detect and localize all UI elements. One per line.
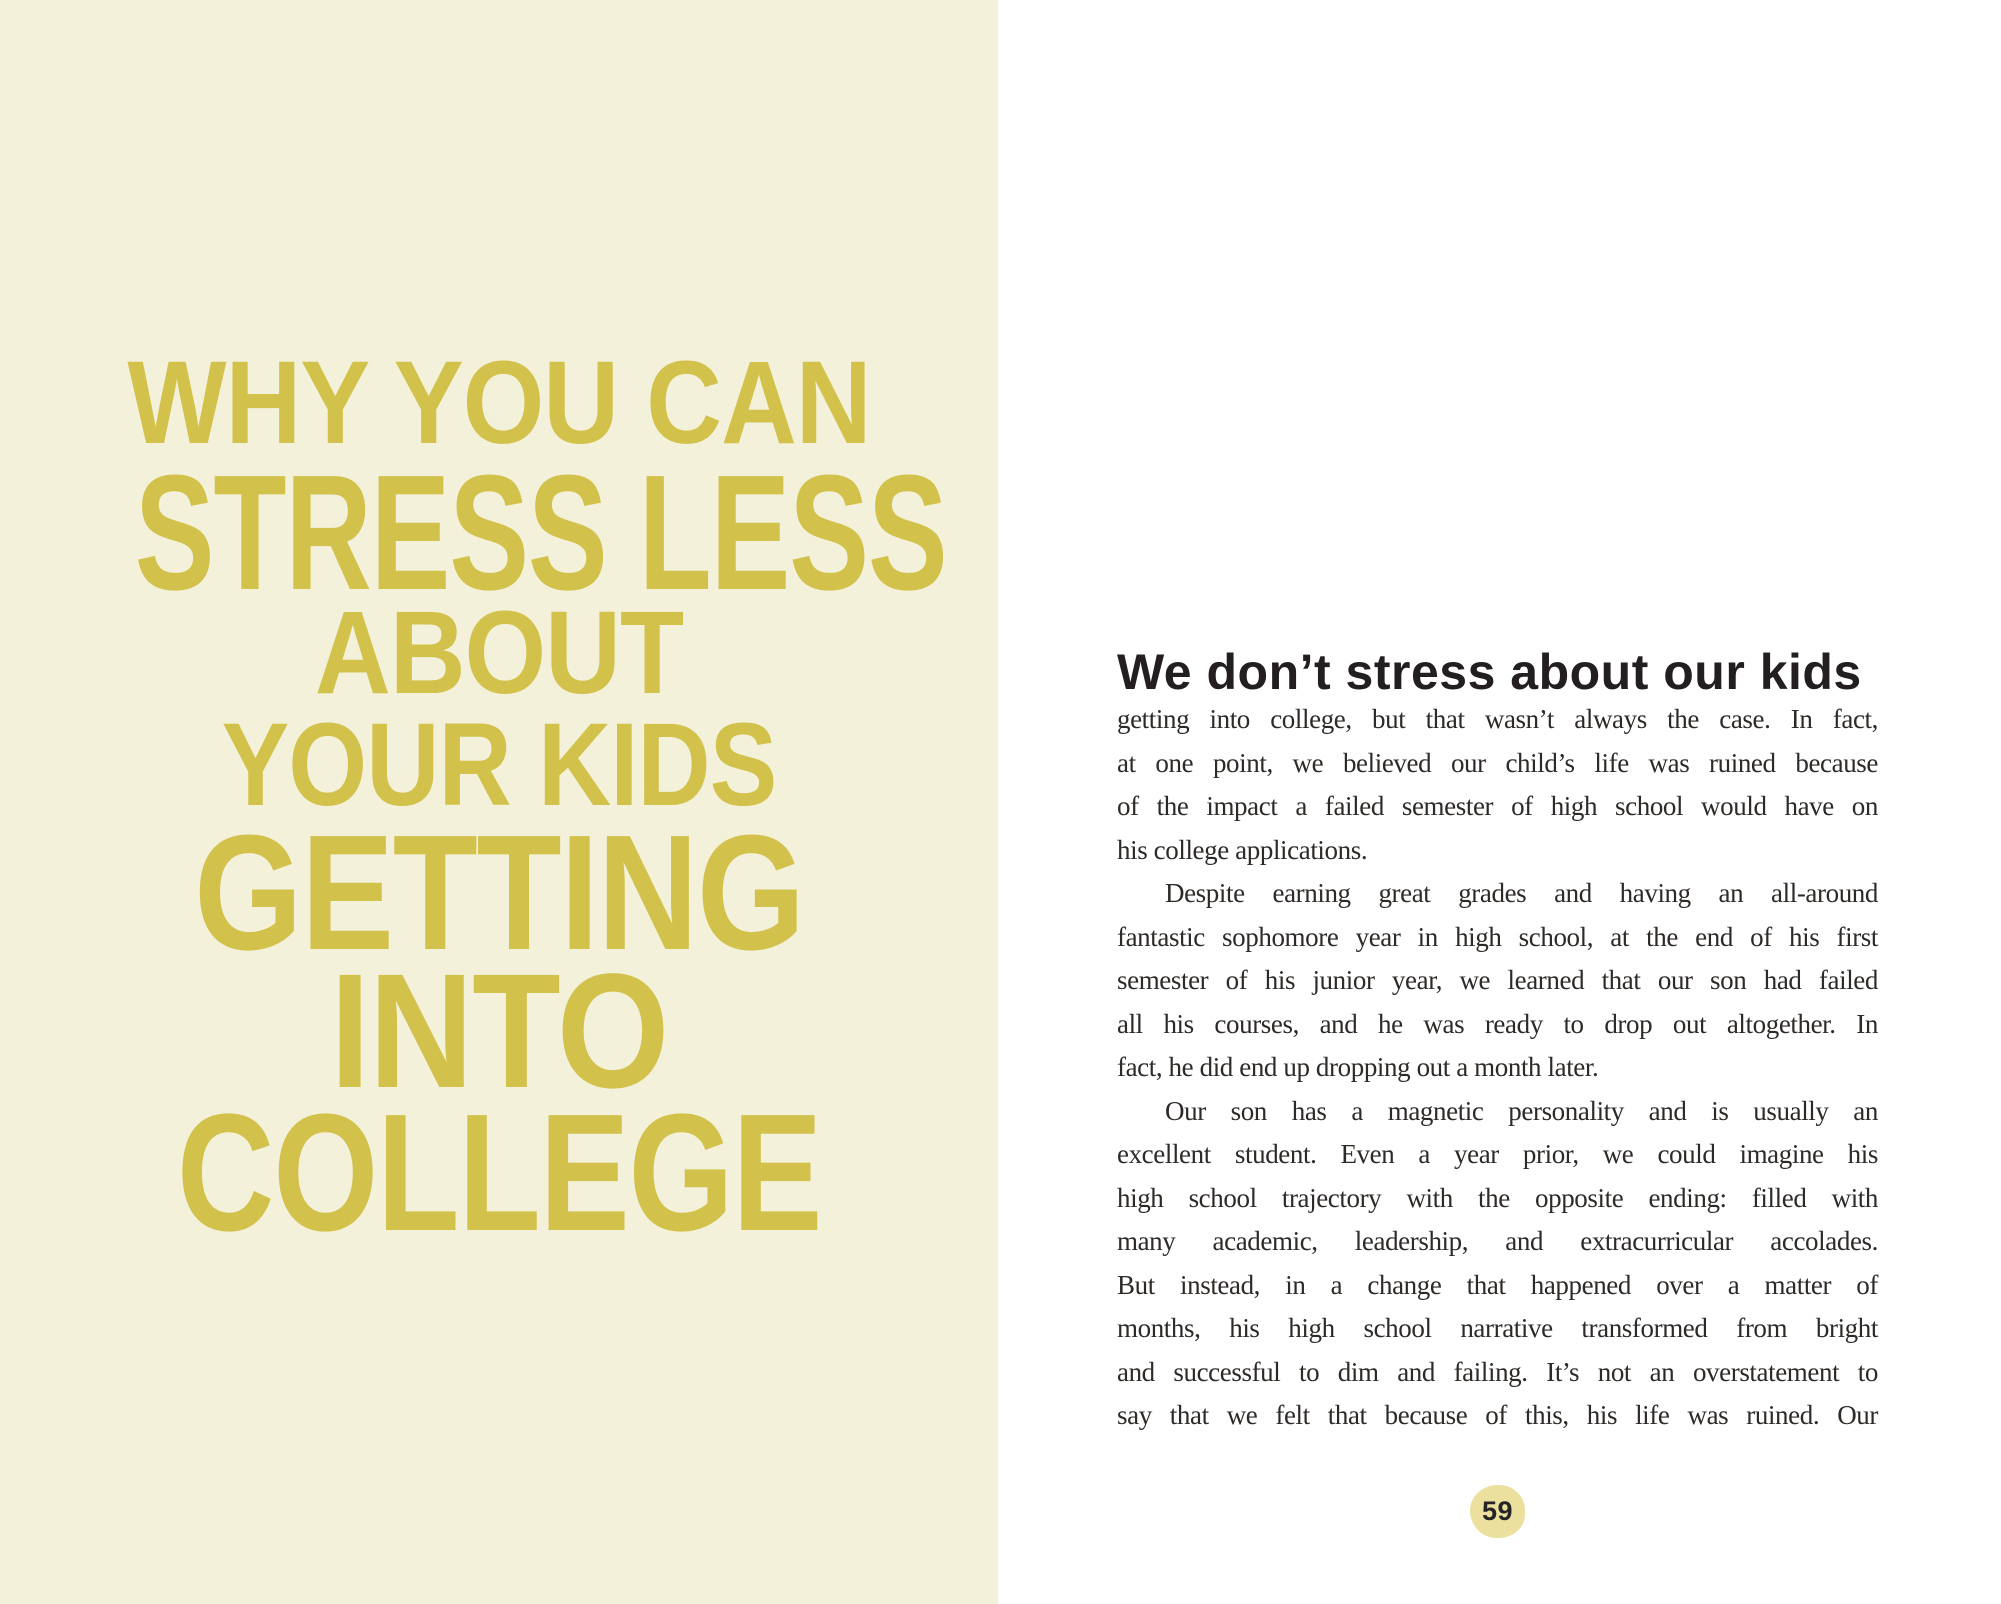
chapter-title-line-5: GETTING xyxy=(194,801,804,984)
body-line: months, his high school narrative transformed from bright xyxy=(1117,1313,1878,1343)
body-line: high school trajectory with the opposite ending: filled with xyxy=(1117,1182,1878,1213)
body-line: at one point, we believed our child’s life was ruined because xyxy=(1117,747,1878,778)
body-line: fact, he did end up dropping out a month later. xyxy=(1117,1052,1599,1082)
body-line: Our son has a magnetic personality and is usually an xyxy=(1165,1095,1878,1126)
left-page xyxy=(0,0,998,1604)
body-line: fantastic sophomore year in high school, at the end of his first xyxy=(1117,921,1878,952)
body-line: all his courses, and he was ready to drop out altogether. In xyxy=(1117,1008,1878,1039)
body-text xyxy=(1117,698,1878,1438)
right-page xyxy=(998,0,2001,1604)
body-line: and successful to dim and failing. It’s not an overstatement to xyxy=(1117,1356,1878,1387)
body-line: say that we felt that because of this, his life was ruined. Our xyxy=(1117,1400,1878,1430)
section-heading: We don’t stress about our kids xyxy=(1117,644,1862,700)
body-line: semester of his junior year, we learned that our son had failed xyxy=(1117,965,1878,995)
body-line: getting into college, but that wasn’t always the case. In fact, xyxy=(1117,704,1878,734)
chapter-title-line-2: STRESS LESS xyxy=(134,441,947,624)
body-line: Despite earning great grades and having an all-around xyxy=(1165,878,1878,908)
body-line: excellent student. Even a year prior, we could imagine his xyxy=(1117,1139,1878,1169)
chapter-title-line-6: INTO xyxy=(329,939,669,1122)
body-line: many academic, leadership, and extracurricular accolades. xyxy=(1117,1226,1878,1256)
body-line: of the impact a failed semester of high school would have on xyxy=(1117,791,1878,821)
chapter-title-line-7: COLLEGE xyxy=(176,1080,822,1266)
page-number: 59 xyxy=(1481,1496,1514,1526)
chapter-title-line-1: WHY YOU CAN xyxy=(127,337,871,469)
page-number-badge xyxy=(1470,1485,1525,1538)
body-line: his college applications. xyxy=(1117,834,1368,865)
chapter-title-line-3: ABOUT xyxy=(314,587,684,719)
chapter-title-line-4: YOUR KIDS xyxy=(221,699,777,831)
body-line: But instead, in a change that happened over a matter of xyxy=(1117,1269,1878,1300)
